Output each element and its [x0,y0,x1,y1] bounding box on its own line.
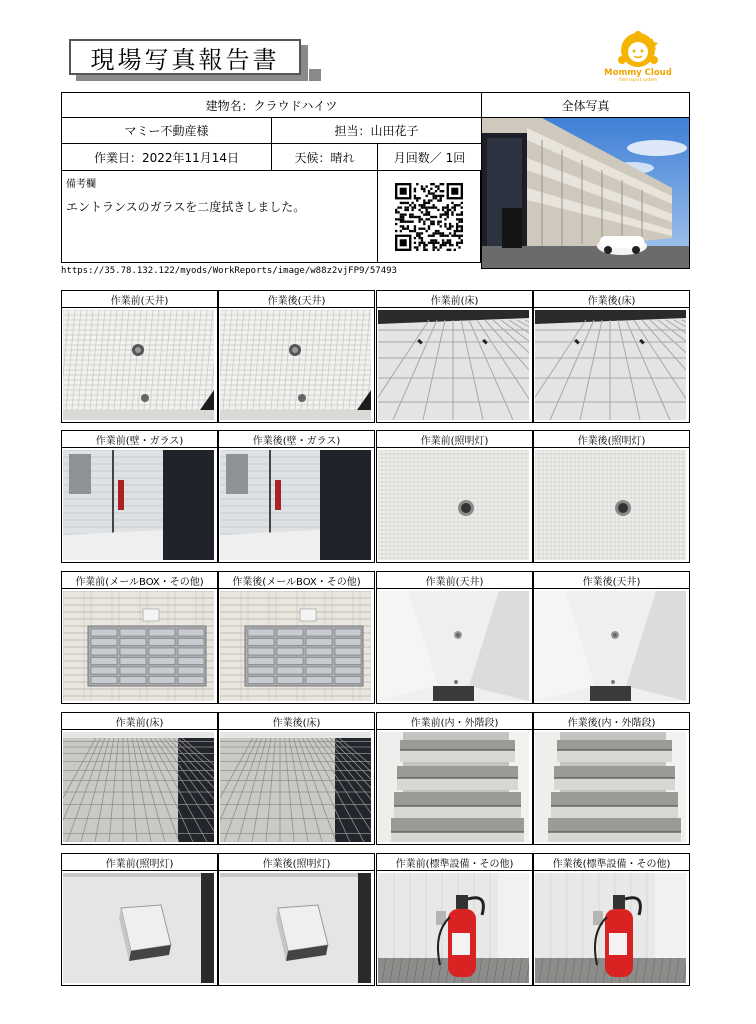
ceiling-plain-image [378,591,529,701]
remarks-box [61,170,378,263]
photo-label: 作業後(標準設備・その他) [534,854,689,871]
photo-cell [533,571,690,704]
wall-lamp-image [220,873,371,983]
photo-image[interactable] [535,873,686,983]
photo-image[interactable] [378,310,529,420]
work-date: 作業日：2022年11月14日 [61,143,272,171]
photo-cell [218,290,375,423]
photo-label: 作業後(天井) [219,291,374,308]
photo-label: 作業後(壁・ガラス) [219,431,374,448]
photo-cell [533,430,690,563]
photo-cell [61,290,218,423]
photo-image[interactable] [535,310,686,420]
photo-image[interactable] [378,873,529,983]
ceiling-light-image [378,450,529,560]
corridor-floor-image [220,732,371,842]
client-name: マミー不動産様 [61,117,272,144]
building-name: 建物名：クラウドハイツ [61,92,482,118]
photo-cell [61,571,218,704]
photo-image[interactable] [378,732,529,842]
weather: 天候：晴れ [271,143,378,171]
monthly-count: 月回数／ 1回 [377,143,482,171]
photo-label: 作業前(標準設備・その他) [377,854,532,871]
floor-tile-image [378,310,529,420]
ceiling-tile-image [220,310,371,420]
photo-image[interactable] [63,310,214,420]
photo-label: 作業前(床) [62,713,217,730]
photo-image[interactable] [63,450,214,560]
building-exterior-image [482,118,689,268]
qr-code-cell [377,170,481,263]
staff-name: 担当：山田花子 [271,117,482,144]
page-title: 現場写真報告書 [69,39,301,75]
photo-cell [533,853,690,986]
remarks-text: エントランスのガラスを二度拭きしました。 [66,200,306,214]
photo-cell [376,571,533,704]
photo-label: 作業前(照明灯) [62,854,217,871]
photo-label: 作業前(メールBOX・その他) [62,572,217,589]
glass-door-image [63,450,214,560]
photo-label: 作業後(天井) [534,572,689,589]
logo-text: Mommy Cloud [604,68,672,78]
photo-image[interactable] [220,591,371,701]
photo-image[interactable] [535,591,686,701]
photo-cell [61,430,218,563]
photo-cell [218,571,375,704]
photo-cell [376,430,533,563]
logo-mascot-icon [588,30,688,70]
photo-image[interactable] [378,450,529,560]
photo-image[interactable] [535,450,686,560]
photo-label: 作業後(床) [534,291,689,308]
photo-cell [61,712,218,845]
photo-label: 作業後(内・外階段) [534,713,689,730]
company-logo [588,30,688,82]
photo-cell [61,853,218,986]
wall-lamp-image [63,873,214,983]
photo-image[interactable] [220,310,371,420]
photo-image[interactable] [220,873,371,983]
overall-photo-label: 全体写真 [481,92,690,118]
photo-image[interactable] [378,591,529,701]
photo-cell [376,712,533,845]
stairs-image [378,732,529,842]
photo-cell [376,290,533,423]
logo-tagline: field report system [619,77,657,82]
photo-cell [376,853,533,986]
photo-label: 作業前(床) [377,291,532,308]
photo-image[interactable] [63,591,214,701]
glass-door-image [220,450,371,560]
ceiling-plain-image [535,591,686,701]
photo-label: 作業前(照明灯) [377,431,532,448]
photo-image[interactable] [535,732,686,842]
photo-image[interactable] [63,732,214,842]
photo-label: 作業後(床) [219,713,374,730]
photo-image[interactable] [63,873,214,983]
photo-label: 作業前(内・外階段) [377,713,532,730]
photo-label: 作業前(天井) [377,572,532,589]
photo-cell [533,712,690,845]
overall-photo [481,117,690,269]
photo-cell [218,712,375,845]
mailbox-image [63,591,214,701]
corridor-floor-image [63,732,214,842]
photo-label: 作業後(メールBOX・その他) [219,572,374,589]
photo-cell [533,290,690,423]
qr-code-icon[interactable] [395,183,463,251]
title-decoration [309,69,321,81]
photo-cell [218,853,375,986]
photo-image[interactable] [220,732,371,842]
mailbox-image [220,591,371,701]
remarks-label: 備考欄 [66,179,96,190]
photo-label: 作業前(壁・ガラス) [62,431,217,448]
photo-label: 作業後(照明灯) [534,431,689,448]
photo-image[interactable] [220,450,371,560]
photo-label: 作業後(照明灯) [219,854,374,871]
extinguisher-image [535,873,686,983]
report-url[interactable]: https://35.78.132.122/myods/WorkReports/image/w88z2vjFP9/57493 [61,266,397,276]
photo-label: 作業前(天井) [62,291,217,308]
ceiling-light-image [535,450,686,560]
ceiling-tile-image [63,310,214,420]
extinguisher-image [378,873,529,983]
stairs-image [535,732,686,842]
floor-tile-image [535,310,686,420]
photo-cell [218,430,375,563]
